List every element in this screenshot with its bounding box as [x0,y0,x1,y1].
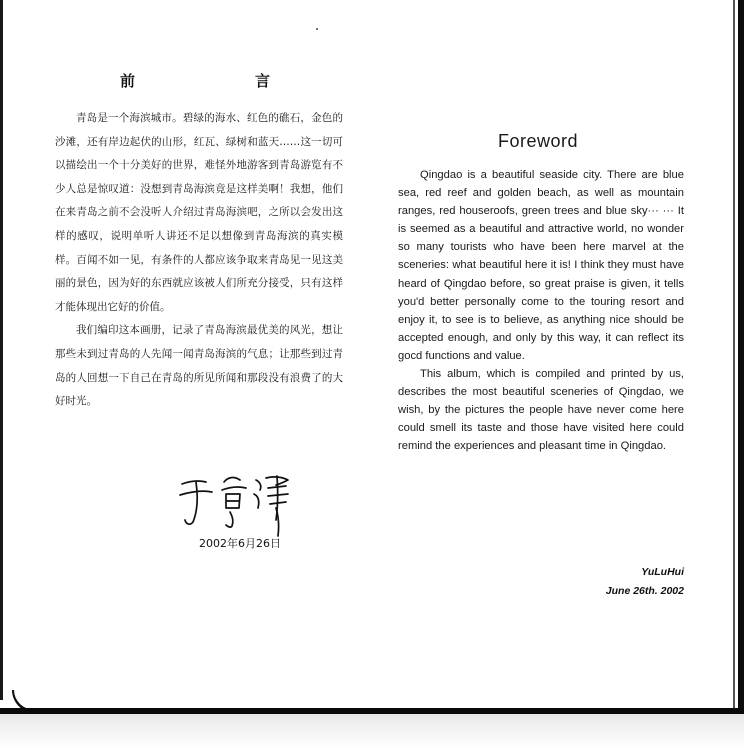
chinese-page-title [120,70,270,91]
binding-edge [738,0,744,710]
english-page-title: Foreword [498,131,579,151]
chinese-date: 2002年6月26日 [199,537,281,550]
handwritten-signature [176,468,296,538]
chinese-title-char-right: 言 [254,72,270,90]
scan-left-edge [0,0,3,700]
binding-edge-line [733,0,735,710]
english-author: YuLuHui [641,566,684,578]
chinese-paragraph-1: 青岛是一个海滨城市。碧绿的海水、红色的礁石，金色的沙滩，还有岸边起伏的山形，红瓦、绿树和蓝天……这一切可以描绘出一个十分美好的世界，难怪外地游客到青岛游览有不少人总是惊叹道：没想到青岛海滨竟是这样美啊！我想，他们在来青岛之前不会没听人介绍过青岛海滨吧，之所以会发出这样的感叹，说明单听人讲还不足以想像到青岛海滨的真实模样。百闻不如一见，有条件的人都应该争取来青岛见一见这美丽的景色，因为好的东西就应该被人们所充分接受，只有这样才能体现出它好的价值。 [55,112,343,313]
scan-bottom-shadow [0,714,744,749]
scan-speck [316,28,318,30]
english-body-text [398,166,684,456]
chinese-paragraph-2: 我们编印这本画册，记录了青岛海滨最优美的风光，想让那些未到过青岛的人先闻一闻青岛海滨的气息；让那些到过青岛的人回想一下自己在青岛的所见所闻和那段没有浪费了的大好时光。 [55,324,343,408]
chinese-body-text [55,107,343,414]
english-date: June 26th. 2002 [605,585,684,597]
english-paragraph-1: Qingdao is a beautiful seaside city. There are blue sea, red reef and golden beach, as well as mountain ranges, red houseroofs, green trees and blue sky··· ··· It is seemed as a beautiful and attractive world, no wonder so many tourists who have been here marvel at the sceneries: what beautiful here it is! I think they must have heard of Qingdao before, so great praise is given, it tells you'd better personally come to the touring resort and enjoy it, to see is to believe, as anything nice should be accepted enough, and only by this way, it can reflect its gocd functions and value. [398,169,684,362]
chinese-title-char-left: 前 [120,72,136,90]
english-paragraph-2: This album, which is compiled and printed by us, describes the most beautiful sceneries of Qingdao, we wish, by the pictures the people have never come here could smell its taste and those have visited here could remind the experiences and pleasant time in Qingdao. [398,368,684,453]
english-signature-block [606,563,684,601]
